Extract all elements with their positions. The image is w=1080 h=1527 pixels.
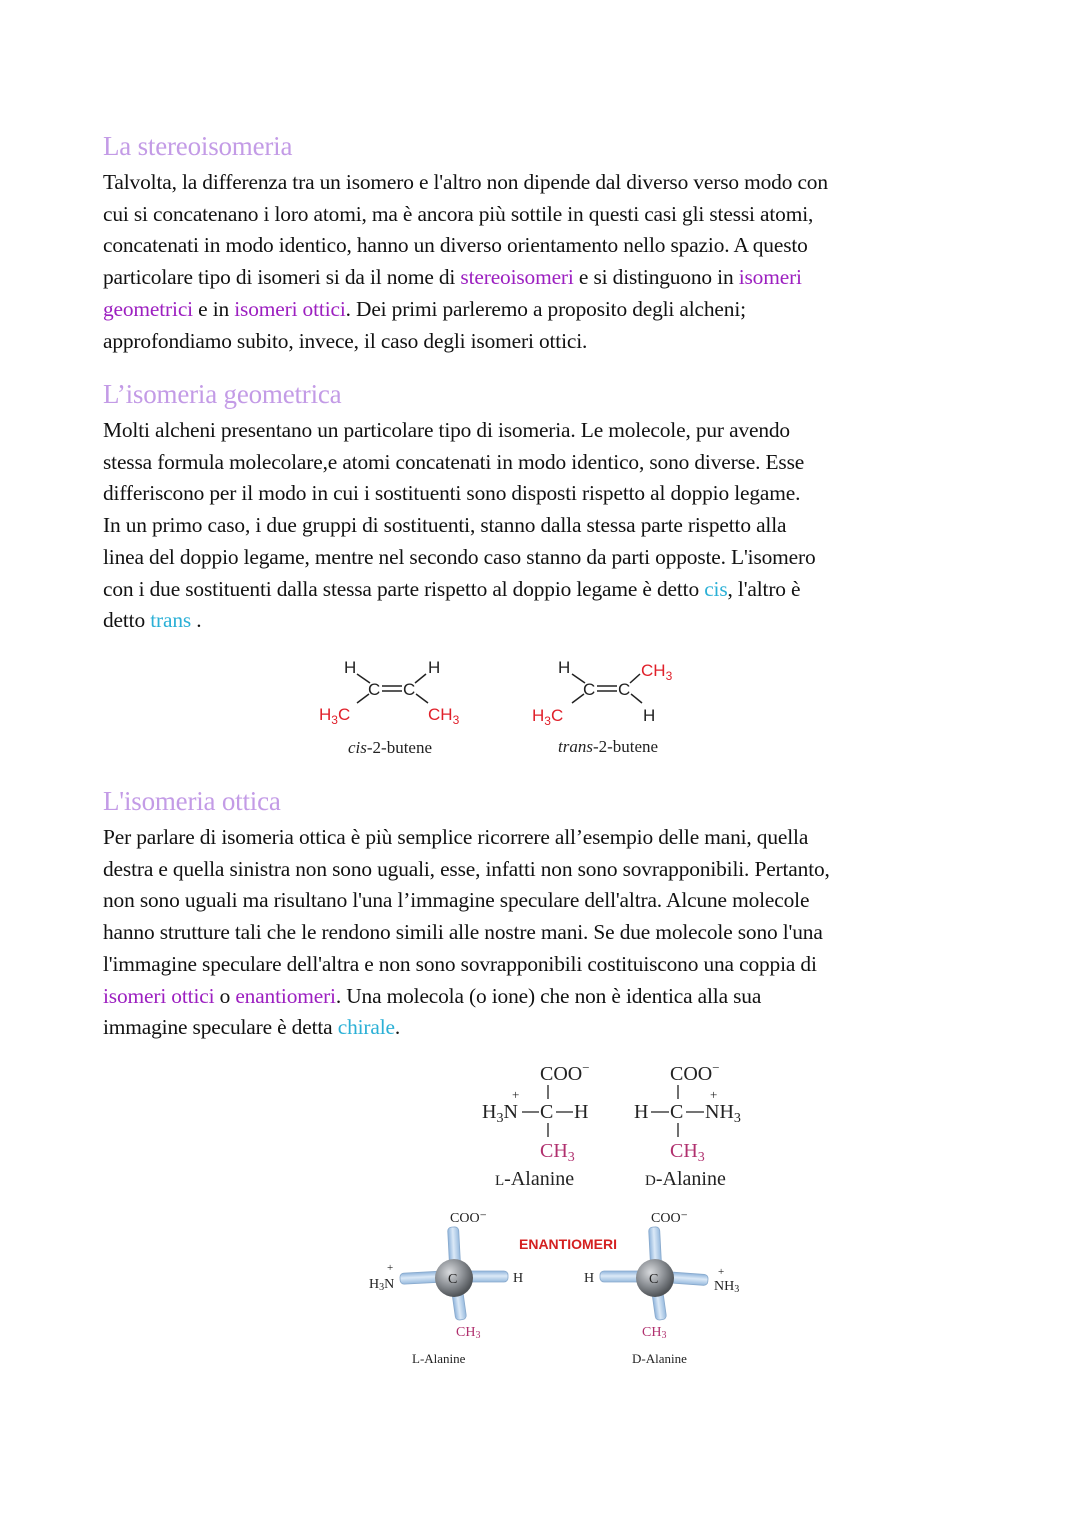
text-run: destra e quella sinistra non sono uguali, esse, infatti non sono sovrapponibili. Pertanto, (103, 856, 830, 881)
svg-text:COO⁻: COO⁻ (651, 1211, 688, 1226)
text-run: o (214, 983, 236, 1008)
keyword-term: isomeri (738, 265, 802, 290)
text-run: e in (192, 296, 235, 321)
keyword-term: trans (150, 608, 192, 633)
paragraph-line (103, 917, 983, 949)
svg-text:trans-2-butene: trans-2-butene (558, 737, 659, 756)
text-run: hanno strutture tali che le rendono simili alle nostre mani. Se due molecole sono l'una (103, 920, 823, 945)
text-run: . Una molecola (o ione) che non è identica alla sua (335, 983, 762, 1008)
text-run: approfondiamo subito, invece, il caso degli isomeri ottici. (103, 328, 588, 353)
svg-text:H: H (344, 658, 357, 677)
text-run: stessa formula molecolare,e atomi concatenati in modo identico, sono diverse. Esse (103, 449, 805, 474)
paragraph-line (103, 326, 983, 358)
keyword-term: cis (704, 576, 728, 601)
svg-text:L-Alanine: L-Alanine (412, 1351, 466, 1366)
paragraph-line (103, 478, 983, 510)
svg-text:C: C (583, 680, 596, 699)
svg-text:CH3: $CH_3$ (428, 705, 460, 727)
paragraph-line (103, 199, 983, 231)
paragraph-isomeria-ottica (103, 822, 983, 1044)
svg-text:CH3: CH3 (642, 1325, 667, 1341)
alanine-3d-models-figure (355, 1200, 755, 1380)
text-run: cui si concatenano i loro atomi, ma è ancora più sottile in questi casi gli stessi atomi, (103, 201, 814, 226)
paragraph-line (103, 167, 983, 199)
text-run: . (394, 1015, 401, 1040)
paragraph-line (103, 885, 983, 917)
text-run: . Dei primi parleremo a proposito degli alcheni; (345, 296, 746, 321)
paragraph-line (103, 854, 983, 886)
svg-text:+: + (710, 1087, 718, 1102)
svg-text:H: H (574, 1101, 589, 1123)
svg-text:C: C (649, 1272, 659, 1287)
svg-text:COO−: COO− (540, 1060, 590, 1085)
svg-text:H3N: H3N (369, 1277, 395, 1293)
paragraph-line (103, 510, 983, 542)
l-alanine-fischer (482, 1060, 590, 1190)
svg-text:C: C (618, 680, 631, 699)
svg-text:H3N: $H_3N$ (482, 1101, 518, 1126)
svg-text:C: C (540, 1101, 554, 1123)
text-run: particolare tipo di isomeri si da il nome di (103, 265, 461, 290)
paragraph-line (103, 447, 983, 479)
svg-text:COO−: COO− (670, 1060, 720, 1085)
svg-text:H: H (643, 706, 656, 725)
svg-text:CH3: CH3 (456, 1325, 481, 1341)
text-run: concatenati in modo identico, hanno un diverso orientamento nello spazio. A questo (103, 233, 808, 258)
butene-isomers-figure (300, 650, 720, 765)
svg-text:cis-2-butene: cis-2-butene (348, 738, 433, 757)
svg-text:+: + (387, 1262, 394, 1274)
svg-text:CH3: $CH_3$ (540, 1140, 575, 1165)
keyword-term: chirale (337, 1015, 395, 1040)
svg-text:CH3: $CH_3$ (641, 661, 673, 683)
d-alanine-model (584, 1211, 739, 1366)
trans-2-butene-structure (532, 658, 673, 756)
text-run: . (191, 608, 202, 633)
svg-text:C: C (448, 1272, 458, 1287)
svg-text:D-Alanine: D-Alanine (632, 1351, 687, 1366)
keyword-term: isomeri ottici (103, 983, 215, 1008)
paragraph-line (103, 1012, 983, 1044)
paragraph-line (103, 981, 983, 1013)
svg-text:H: H (513, 1271, 524, 1286)
paragraph-line (103, 230, 983, 262)
svg-text:C: C (403, 680, 416, 699)
svg-text:COO⁻: COO⁻ (450, 1211, 487, 1226)
svg-text:C: C (670, 1101, 684, 1123)
paragraph-line (103, 574, 983, 606)
paragraph-isomeria-geometrica (103, 415, 983, 637)
svg-text:NH3: $NH_3$ (705, 1101, 741, 1126)
svg-text:NH3: NH3 (714, 1279, 740, 1295)
svg-text:H3C: $H_3C$ (532, 706, 564, 728)
text-run: con i due sostituenti dalla stessa parte rispetto al doppio legame è detto (103, 576, 705, 601)
text-run: detto (103, 608, 151, 633)
svg-text:+: + (512, 1087, 520, 1102)
text-run: Molti alcheni presentano un particolare tipo di isomeria. Le molecole, pur avendo (103, 418, 790, 442)
cis-2-butene-structure (319, 658, 460, 757)
paragraph-line (103, 605, 983, 637)
paragraph-line (103, 262, 983, 294)
svg-text:CH3: $CH_3$ (670, 1140, 705, 1165)
text-run: In un primo caso, i due gruppi di sostituenti, stanno dalla stessa parte rispetto alla (103, 513, 787, 538)
paragraph-line (103, 415, 983, 447)
svg-text:L-Alanine: L-Alanine (495, 1168, 575, 1190)
svg-text:H: H (558, 658, 571, 677)
svg-text:H3C: $H_3C$ (319, 705, 351, 727)
keyword-term: isomeri ottici (234, 296, 346, 321)
paragraph-stereoisomeria (103, 167, 983, 357)
enantiomeri-label: ENANTIOMERI (519, 1236, 617, 1252)
text-run: , l'altro è (727, 576, 801, 601)
heading-isomeria-geometrica: L’isomeria geometrica (103, 379, 342, 409)
keyword-term: enantiomeri (235, 983, 336, 1008)
svg-text:H: H (428, 658, 441, 677)
text-run: linea del doppio legame, mentre nel secondo caso stanno da parti opposte. L'isomero (103, 544, 816, 569)
svg-text:D-Alanine: D-Alanine (645, 1168, 726, 1190)
alanine-fischer-figure (470, 1055, 760, 1195)
keyword-term: geometrici (103, 296, 193, 321)
text-run: immagine speculare è detta (103, 1015, 338, 1040)
paragraph-line (103, 294, 983, 326)
svg-text:H: H (584, 1271, 595, 1286)
paragraph-line (103, 542, 983, 574)
text-run: differiscono per il modo in cui i sostituenti sono disposti rispetto al doppio legame. (103, 481, 801, 506)
d-alanine-fischer (634, 1060, 741, 1190)
svg-text:C: C (368, 680, 381, 699)
text-run: e si distinguono in (573, 265, 739, 290)
heading-isomeria-ottica: L'isomeria ottica (103, 786, 281, 816)
paragraph-line (103, 949, 983, 981)
heading-stereoisomeria: La stereoisomeria (103, 131, 293, 161)
svg-text:+: + (718, 1266, 725, 1278)
keyword-term: stereoisomeri (460, 265, 574, 290)
svg-text:H: H (634, 1101, 649, 1123)
text-run: Talvolta, la differenza tra un isomero e l'altro non dipende dal diverso verso modo con (103, 170, 828, 194)
text-run: l'immagine speculare dell'altra e non sono sovrapponibili costituiscono una coppia di (103, 951, 817, 976)
text-run: non sono uguali ma risultano l'una l’immagine speculare dell'altra. Alcune molecole (103, 888, 810, 913)
text-run: Per parlare di isomeria ottica è più semplice ricorrere all’esempio delle mani, quella (103, 825, 809, 849)
l-alanine-model (369, 1211, 523, 1366)
paragraph-line (103, 822, 983, 854)
